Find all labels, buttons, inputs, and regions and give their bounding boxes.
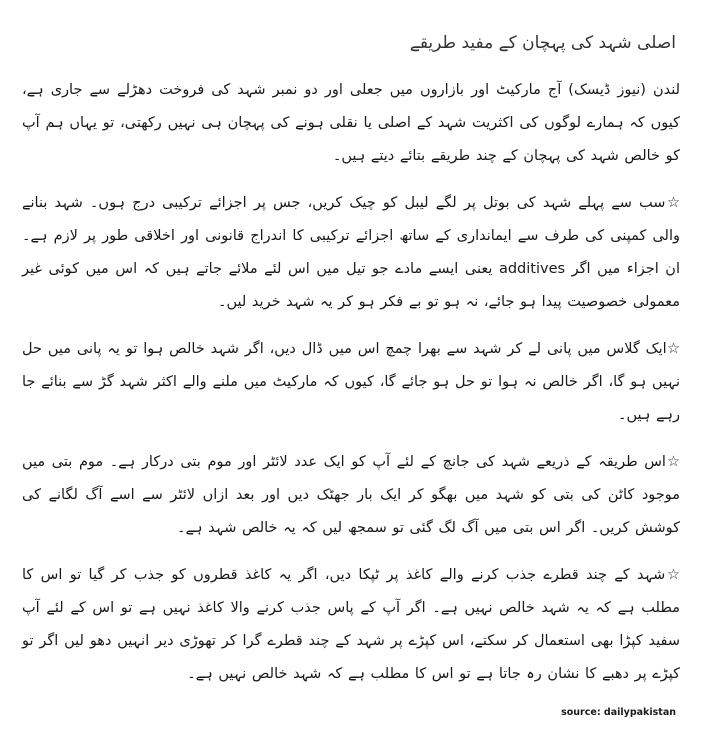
article-paragraph-intro: لندن (نیوز ڈیسک) آج مارکیٹ اور بازاروں میں جعلی اور دو نمبر شہد کی فروخت دھڑلے سے جاری ہے، کیوں کہ ہمارے لوگوں کی اکثریت شہد کے اصلی یا نقلی ہونے کی پہچان ہی نہیں رکھتی، تو یہاں ہم آپ کو خالص شہد کی پہچان کے چند طریقے بتائے دیتے ہیں۔ — [22, 82, 680, 164]
source-credit: source: dailypakistan — [561, 707, 676, 718]
article-paragraph-paper-test: ☆شہد کے چند قطرے جذب کرنے والے کاغذ پر ٹپکا دیں، اگر یہ کاغذ قطروں کو جذب کر گیا تو اس کا مطلب ہے کہ یہ شہد خالص نہیں ہے۔ اگر آپ کے پاس جذب کرنے والا کاغذ نہیں ہے تو اس کے لئے آپ سفید کپڑا بھی استعمال کر سکتے، اس کپڑے پر شہد کے چند قطرے گرا کر تھوڑی دیر انہیں دھو لیں اگر تو کپڑے پر دھبے کا نشان رہ جاتا ہے تو اس کا مطلب ہے کہ شہد خالص نہیں ہے۔ — [22, 567, 680, 682]
article-title: اصلی شہد کی پہچان کے مفید طریقے — [409, 33, 676, 53]
article-paragraph-label-check: ☆سب سے پہلے شہد کی بوتل پر لگے لیبل کو چیک کریں، جس پر اجزائے ترکیبی درج ہوں۔ شہد بنانے والی کمپنی کی طرف سے ایمانداری کے ساتھ اجزائے ترکیبی کا اندراج قانونی اور اخلاقی طور پر لازم ہے۔ ان اجزاء میں اگر additives یعنی ایسے مادے جو تیل میں اس لئے ملائے جاتے ہیں کہ اس میں کوئی غیر معمولی خصوصیت پیدا ہو جائے، نہ ہو تو بے فکر ہو کر یہ شہد خرید لیں۔ — [22, 195, 680, 310]
article-paragraph-water-test: ☆ایک گلاس میں پانی لے کر شہد سے بھرا چمچ اس میں ڈال دیں، اگر شہد خالص ہوا تو یہ پانی میں حل نہیں ہو گا، اگر خالص نہ ہوا تو حل ہو جائے گا، کیوں کہ مارکیٹ میں ملنے والے اکثر شہد گڑ سے بنائے جا رہے ہیں۔ — [22, 341, 680, 423]
article-paragraph-flame-test: ☆اس طریقہ کے ذریعے شہد کی جانچ کے لئے آپ کو ایک عدد لائٹر اور موم بتی درکار ہے۔ موم بتی میں موجود کاٹن کی بتی کو شہد میں بھگو کر ایک بار جھٹک دیں اور بعد ازاں لائٹر سے اسے آگ لگانے کی کوشش کریں۔ اگر اس بتی میں آگ لگ گئی تو سمجھ لیں کہ یہ خالص شہد ہے۔ — [22, 454, 680, 536]
